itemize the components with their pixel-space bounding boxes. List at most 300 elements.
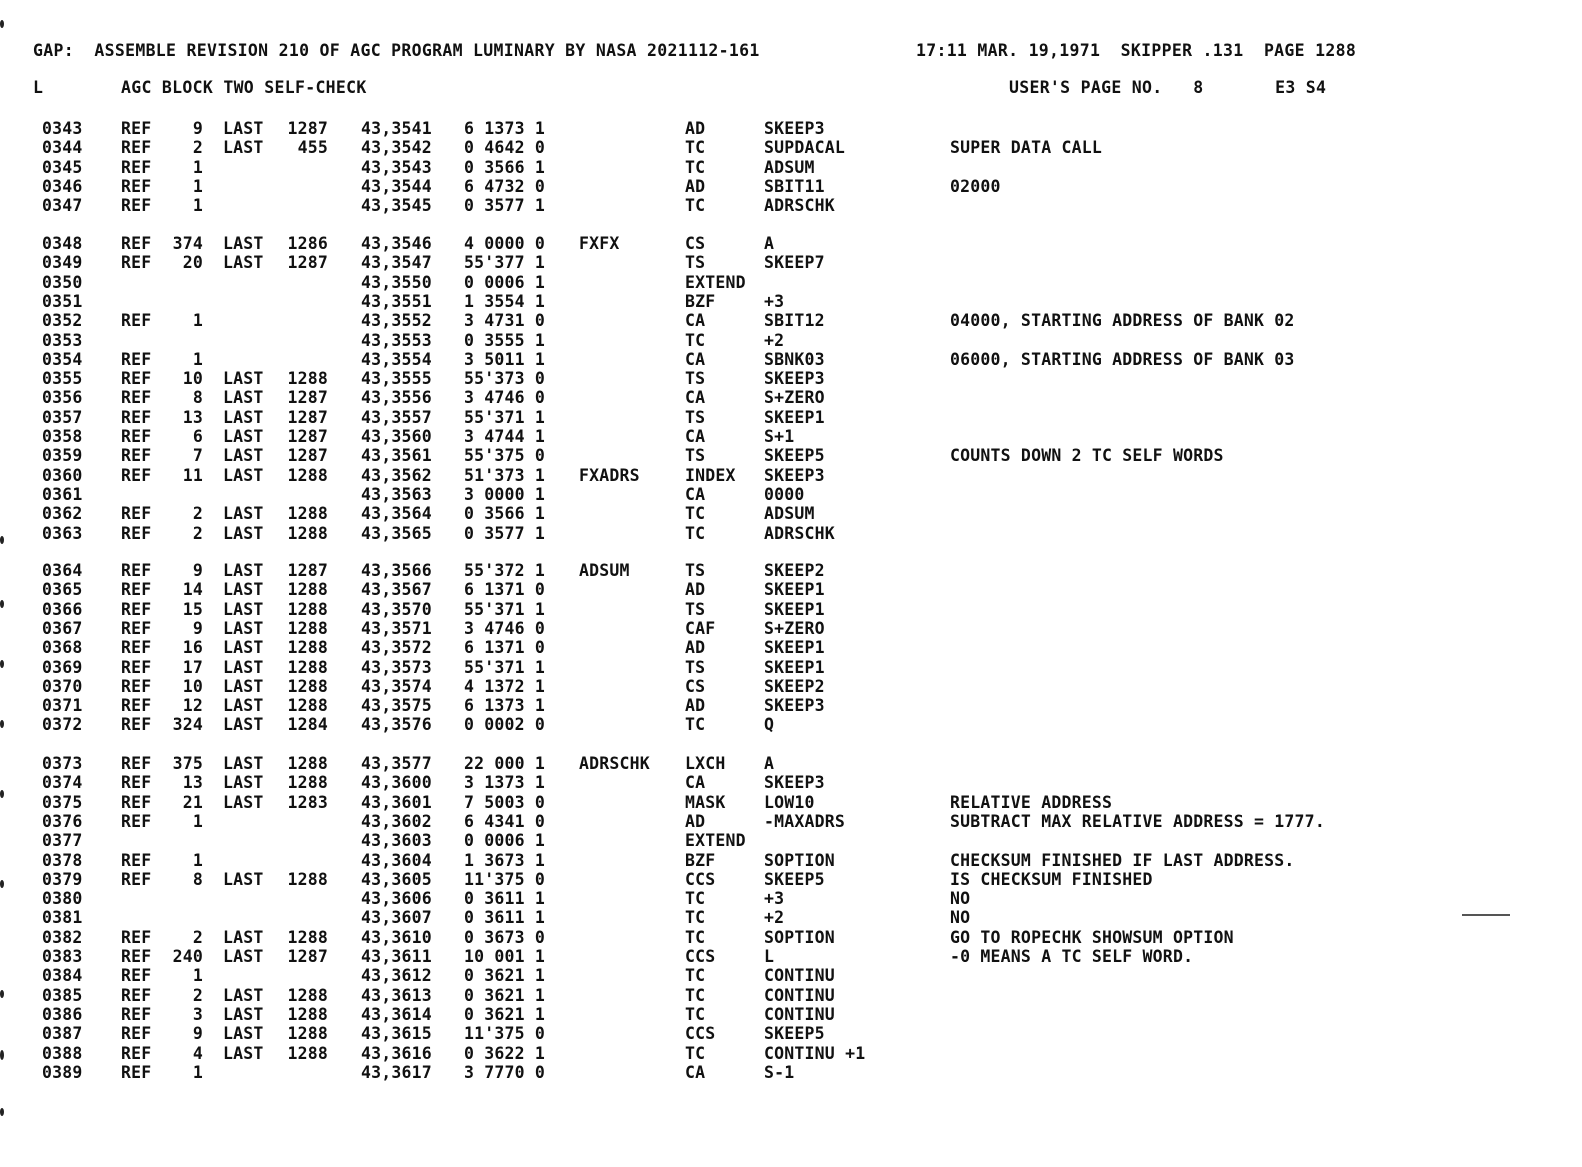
cell-op: TC	[685, 986, 706, 1005]
cell-addr: 43,3555	[361, 369, 432, 388]
cell-lastn: 1287	[287, 253, 328, 272]
cell-addr: 43,3610	[361, 928, 432, 947]
cell-operand: SOPTION	[764, 851, 835, 870]
cell-code: 55'375 0	[464, 446, 546, 465]
cell-operand: +2	[764, 908, 785, 927]
cell-comment: RELATIVE ADDRESS	[950, 793, 1113, 812]
cell-addr: 43,3567	[361, 580, 432, 599]
cell-op: TC	[685, 196, 706, 215]
cell-ref: REF	[121, 986, 152, 1005]
cell-code: 0 0002 0	[464, 715, 546, 734]
cell-op: TC	[685, 1044, 706, 1063]
cell-addr: 43,3573	[361, 658, 432, 677]
listing-row	[0, 619, 1582, 639]
cell-last: LAST	[223, 119, 264, 138]
cell-last: LAST	[223, 600, 264, 619]
cell-line: 0366	[42, 600, 83, 619]
cell-ref: REF	[121, 696, 152, 715]
cell-ref: REF	[121, 658, 152, 677]
cell-lastn: 1287	[287, 947, 328, 966]
cell-op: MASK	[685, 793, 726, 812]
cell-ref: REF	[121, 754, 152, 773]
cell-refn: 9	[192, 619, 203, 638]
cell-refn: 8	[192, 388, 203, 407]
listing-row	[0, 466, 1582, 486]
listing-row	[0, 408, 1582, 428]
cell-refn: 14	[182, 580, 203, 599]
cell-operand: ADRSCHK	[764, 524, 835, 543]
cell-code: 0 3566 1	[464, 158, 546, 177]
cell-ref: REF	[121, 600, 152, 619]
cell-code: 0 3622 1	[464, 1044, 546, 1063]
cell-ref: REF	[121, 234, 152, 253]
listing-row	[0, 851, 1582, 871]
cell-ref: REF	[121, 638, 152, 657]
cell-addr: 43,3613	[361, 986, 432, 1005]
cell-line: 0352	[42, 311, 83, 330]
listing-row	[0, 986, 1582, 1006]
cell-addr: 43,3562	[361, 466, 432, 485]
cell-addr: 43,3617	[361, 1063, 432, 1082]
cell-line: 0377	[42, 831, 83, 850]
cell-last: LAST	[223, 986, 264, 1005]
cell-code: 51'373 1	[464, 466, 546, 485]
listing-row	[0, 1063, 1582, 1083]
cell-refn: 16	[182, 638, 203, 657]
header-title: GAP: ASSEMBLE REVISION 210 OF AGC PROGRAM LUMINARY BY NASA 2021112-161	[33, 41, 760, 60]
cell-ref: REF	[121, 966, 152, 985]
cell-ref: REF	[121, 851, 152, 870]
cell-ref: REF	[121, 1005, 152, 1024]
cell-ref: REF	[121, 466, 152, 485]
cell-comment: 02000	[950, 177, 1001, 196]
cell-comment: GO TO ROPECHK SHOWSUM OPTION	[950, 928, 1234, 947]
cell-op: CCS	[685, 870, 716, 889]
cell-last: LAST	[223, 870, 264, 889]
cell-lastn: 1287	[287, 561, 328, 580]
scan-dash	[1462, 914, 1510, 916]
cell-last: LAST	[223, 388, 264, 407]
cell-op: EXTEND	[685, 831, 746, 850]
cell-last: LAST	[223, 504, 264, 523]
cell-line: 0345	[42, 158, 83, 177]
cell-addr: 43,3577	[361, 754, 432, 773]
cell-refn: 2	[192, 138, 203, 157]
cell-line: 0380	[42, 889, 83, 908]
cell-operand: CONTINU	[764, 1005, 835, 1024]
cell-code: 6 1371 0	[464, 638, 546, 657]
cell-lastn: 455	[297, 138, 328, 157]
cell-code: 1 3673 1	[464, 851, 546, 870]
cell-operand: SUPDACAL	[764, 138, 846, 157]
listing-row	[0, 715, 1582, 735]
cell-ref: REF	[121, 1044, 152, 1063]
cell-op: CAF	[685, 619, 716, 638]
cell-line: 0370	[42, 677, 83, 696]
cell-code: 6 1373 1	[464, 696, 546, 715]
cell-last: LAST	[223, 677, 264, 696]
cell-op: TC	[685, 331, 706, 350]
cell-lastn: 1287	[287, 388, 328, 407]
cell-last: LAST	[223, 658, 264, 677]
cell-lastn: 1288	[287, 754, 328, 773]
cell-operand: SKEEP1	[764, 408, 825, 427]
cell-line: 0389	[42, 1063, 83, 1082]
cell-refn: 15	[182, 600, 203, 619]
cell-operand: -MAXADRS	[764, 812, 846, 831]
binder-mark	[0, 660, 4, 668]
cell-code: 0 3566 1	[464, 504, 546, 523]
cell-code: 4 0000 0	[464, 234, 546, 253]
cell-op: CA	[685, 485, 706, 504]
cell-operand: A	[764, 234, 775, 253]
cell-op: LXCH	[685, 754, 726, 773]
cell-addr: 43,3544	[361, 177, 432, 196]
cell-last: LAST	[223, 524, 264, 543]
cell-code: 55'373 0	[464, 369, 546, 388]
cell-last: LAST	[223, 369, 264, 388]
cell-ref: REF	[121, 793, 152, 812]
cell-addr: 43,3616	[361, 1044, 432, 1063]
cell-code: 6 1373 1	[464, 119, 546, 138]
cell-operand: L	[764, 947, 775, 966]
listing-row	[0, 773, 1582, 793]
cell-line: 0364	[42, 561, 83, 580]
cell-operand: ADSUM	[764, 158, 815, 177]
cell-line: 0359	[42, 446, 83, 465]
listing-row	[0, 369, 1582, 389]
cell-refn: 4	[192, 1044, 203, 1063]
cell-operand: SKEEP3	[764, 773, 825, 792]
cell-op: AD	[685, 119, 706, 138]
cell-operand: 0000	[764, 485, 805, 504]
cell-line: 0379	[42, 870, 83, 889]
cell-operand: CONTINU +1	[764, 1044, 866, 1063]
listing-row	[0, 947, 1582, 967]
cell-refn: 1	[192, 158, 203, 177]
cell-line: 0383	[42, 947, 83, 966]
cell-op: CS	[685, 234, 706, 253]
cell-operand: SOPTION	[764, 928, 835, 947]
cell-line: 0375	[42, 793, 83, 812]
cell-operand: +2	[764, 331, 785, 350]
cell-addr: 43,3614	[361, 1005, 432, 1024]
cell-op: TS	[685, 253, 706, 272]
cell-code: 3 1373 1	[464, 773, 546, 792]
cell-code: 0 3611 1	[464, 908, 546, 927]
cell-op: TC	[685, 524, 706, 543]
cell-last: LAST	[223, 619, 264, 638]
cell-line: 0382	[42, 928, 83, 947]
cell-lastn: 1288	[287, 619, 328, 638]
cell-operand: SKEEP2	[764, 677, 825, 696]
cell-operand: SKEEP3	[764, 119, 825, 138]
listing-row	[0, 1044, 1582, 1064]
cell-ref: REF	[121, 177, 152, 196]
cell-line: 0350	[42, 273, 83, 292]
cell-code: 55'377 1	[464, 253, 546, 272]
cell-operand: LOW10	[764, 793, 815, 812]
cell-last: LAST	[223, 561, 264, 580]
cell-lastn: 1288	[287, 638, 328, 657]
cell-addr: 43,3571	[361, 619, 432, 638]
cell-ref: REF	[121, 1063, 152, 1082]
cell-line: 0386	[42, 1005, 83, 1024]
cell-ref: REF	[121, 773, 152, 792]
listing-row	[0, 234, 1582, 254]
cell-last: LAST	[223, 580, 264, 599]
cell-ref: REF	[121, 369, 152, 388]
binder-mark	[0, 790, 4, 798]
cell-refn: 1	[192, 1063, 203, 1082]
cell-refn: 8	[192, 870, 203, 889]
cell-operand: SKEEP7	[764, 253, 825, 272]
cell-op: CA	[685, 350, 706, 369]
cell-addr: 43,3556	[361, 388, 432, 407]
cell-addr: 43,3602	[361, 812, 432, 831]
cell-op: AD	[685, 580, 706, 599]
cell-operand: SKEEP1	[764, 638, 825, 657]
cell-refn: 2	[192, 928, 203, 947]
cell-refn: 6	[192, 427, 203, 446]
cell-addr: 43,3566	[361, 561, 432, 580]
cell-label: FXADRS	[579, 466, 640, 485]
cell-addr: 43,3551	[361, 292, 432, 311]
cell-code: 3 4731 0	[464, 311, 546, 330]
cell-line: 0356	[42, 388, 83, 407]
cell-line: 0348	[42, 234, 83, 253]
cell-last: LAST	[223, 1044, 264, 1063]
cell-code: 10 001 1	[464, 947, 546, 966]
binder-mark	[0, 1050, 4, 1060]
cell-ref: REF	[121, 947, 152, 966]
cell-last: LAST	[223, 754, 264, 773]
cell-line: 0363	[42, 524, 83, 543]
cell-last: LAST	[223, 1005, 264, 1024]
cell-op: AD	[685, 638, 706, 657]
cell-line: 0372	[42, 715, 83, 734]
listing-row	[0, 177, 1582, 197]
cell-code: 3 4744 1	[464, 427, 546, 446]
cell-code: 0 3577 1	[464, 196, 546, 215]
cell-refn: 374	[172, 234, 203, 253]
cell-operand: A	[764, 754, 775, 773]
cell-line: 0365	[42, 580, 83, 599]
cell-lastn: 1283	[287, 793, 328, 812]
cell-comment: 06000, STARTING ADDRESS OF BANK 03	[950, 350, 1295, 369]
cell-lastn: 1288	[287, 1044, 328, 1063]
cell-ref: REF	[121, 350, 152, 369]
cell-addr: 43,3560	[361, 427, 432, 446]
listing-row	[0, 504, 1582, 524]
listing-row	[0, 677, 1582, 697]
cell-line: 0344	[42, 138, 83, 157]
cell-line: 0371	[42, 696, 83, 715]
binder-mark	[0, 20, 4, 28]
cell-line: 0358	[42, 427, 83, 446]
cell-refn: 11	[182, 466, 203, 485]
cell-ref: REF	[121, 196, 152, 215]
cell-addr: 43,3615	[361, 1024, 432, 1043]
listing-row	[0, 138, 1582, 158]
listing-row	[0, 311, 1582, 331]
binder-mark	[0, 1108, 4, 1116]
cell-lastn: 1288	[287, 928, 328, 947]
cell-last: LAST	[223, 408, 264, 427]
cell-op: TS	[685, 446, 706, 465]
listing-row	[0, 580, 1582, 600]
cell-code: 55'371 1	[464, 658, 546, 677]
cell-addr: 43,3601	[361, 793, 432, 812]
cell-ref: REF	[121, 561, 152, 580]
cell-op: CA	[685, 773, 706, 792]
cell-refn: 375	[172, 754, 203, 773]
header-user-page: USER'S PAGE NO. 8 E3 S4	[1009, 78, 1327, 97]
listing-row	[0, 908, 1582, 928]
cell-refn: 2	[192, 524, 203, 543]
cell-code: 55'371 1	[464, 408, 546, 427]
cell-comment: COUNTS DOWN 2 TC SELF WORDS	[950, 446, 1224, 465]
cell-addr: 43,3572	[361, 638, 432, 657]
cell-ref: REF	[121, 408, 152, 427]
listing-row	[0, 793, 1582, 813]
cell-line: 0347	[42, 196, 83, 215]
cell-ref: REF	[121, 119, 152, 138]
cell-line: 0381	[42, 908, 83, 927]
cell-code: 3 0000 1	[464, 485, 546, 504]
cell-code: 0 3577 1	[464, 524, 546, 543]
cell-op: TC	[685, 1005, 706, 1024]
cell-refn: 1	[192, 311, 203, 330]
cell-addr: 43,3564	[361, 504, 432, 523]
cell-ref: REF	[121, 253, 152, 272]
cell-line: 0360	[42, 466, 83, 485]
cell-op: TC	[685, 138, 706, 157]
listing-row	[0, 812, 1582, 832]
cell-refn: 1	[192, 350, 203, 369]
cell-addr: 43,3547	[361, 253, 432, 272]
cell-code: 6 1371 0	[464, 580, 546, 599]
cell-last: LAST	[223, 138, 264, 157]
cell-refn: 13	[182, 773, 203, 792]
cell-op: TS	[685, 561, 706, 580]
cell-operand: CONTINU	[764, 966, 835, 985]
cell-line: 0349	[42, 253, 83, 272]
cell-addr: 43,3541	[361, 119, 432, 138]
cell-operand: SKEEP5	[764, 1024, 825, 1043]
cell-addr: 43,3612	[361, 966, 432, 985]
cell-code: 3 4746 0	[464, 619, 546, 638]
binder-mark	[0, 720, 4, 728]
listing-row	[0, 561, 1582, 581]
cell-line: 0353	[42, 331, 83, 350]
cell-line: 0376	[42, 812, 83, 831]
listing-row	[0, 119, 1582, 139]
cell-addr: 43,3542	[361, 138, 432, 157]
cell-refn: 20	[182, 253, 203, 272]
listing-row	[0, 600, 1582, 620]
cell-op: CA	[685, 1063, 706, 1082]
listing-row	[0, 831, 1582, 851]
cell-last: LAST	[223, 234, 264, 253]
cell-code: 0 3621 1	[464, 986, 546, 1005]
cell-addr: 43,3545	[361, 196, 432, 215]
listing-row	[0, 196, 1582, 216]
cell-lastn: 1288	[287, 1024, 328, 1043]
cell-last: LAST	[223, 773, 264, 792]
cell-ref: REF	[121, 311, 152, 330]
listing-row	[0, 350, 1582, 370]
cell-refn: 7	[192, 446, 203, 465]
listing-row	[0, 1024, 1582, 1044]
cell-op: TC	[685, 966, 706, 985]
cell-line: 0351	[42, 292, 83, 311]
listing-row	[0, 1005, 1582, 1025]
cell-line: 0343	[42, 119, 83, 138]
cell-addr: 43,3604	[361, 851, 432, 870]
cell-ref: REF	[121, 388, 152, 407]
cell-last: LAST	[223, 715, 264, 734]
cell-line: 0367	[42, 619, 83, 638]
cell-refn: 2	[192, 504, 203, 523]
listing-row	[0, 524, 1582, 544]
cell-refn: 9	[192, 1024, 203, 1043]
cell-op: CCS	[685, 947, 716, 966]
cell-addr: 43,3575	[361, 696, 432, 715]
listing-row	[0, 446, 1582, 466]
cell-operand: ADSUM	[764, 504, 815, 523]
cell-addr: 43,3605	[361, 870, 432, 889]
cell-op: CS	[685, 677, 706, 696]
cell-addr: 43,3565	[361, 524, 432, 543]
cell-comment: SUBTRACT MAX RELATIVE ADDRESS = 1777.	[950, 812, 1325, 831]
cell-lastn: 1288	[287, 580, 328, 599]
cell-ref: REF	[121, 677, 152, 696]
cell-last: LAST	[223, 446, 264, 465]
cell-refn: 1	[192, 177, 203, 196]
cell-operand: ADRSCHK	[764, 196, 835, 215]
cell-lastn: 1288	[287, 658, 328, 677]
cell-ref: REF	[121, 446, 152, 465]
cell-ref: REF	[121, 524, 152, 543]
cell-op: TS	[685, 408, 706, 427]
cell-op: TC	[685, 158, 706, 177]
cell-last: LAST	[223, 427, 264, 446]
cell-line: 0361	[42, 485, 83, 504]
cell-op: CCS	[685, 1024, 716, 1043]
cell-addr: 43,3603	[361, 831, 432, 850]
cell-code: 11'375 0	[464, 1024, 546, 1043]
cell-line: 0385	[42, 986, 83, 1005]
listing-row	[0, 966, 1582, 986]
listing-row	[0, 870, 1582, 890]
listing-row	[0, 696, 1582, 716]
cell-addr: 43,3552	[361, 311, 432, 330]
cell-comment: 04000, STARTING ADDRESS OF BANK 02	[950, 311, 1295, 330]
cell-code: 0 0006 1	[464, 273, 546, 292]
cell-addr: 43,3561	[361, 446, 432, 465]
cell-line: 0346	[42, 177, 83, 196]
cell-code: 11'375 0	[464, 870, 546, 889]
cell-ref: REF	[121, 812, 152, 831]
cell-operand: SBIT12	[764, 311, 825, 330]
cell-lastn: 1284	[287, 715, 328, 734]
cell-last: LAST	[223, 1024, 264, 1043]
cell-lastn: 1288	[287, 696, 328, 715]
cell-op: TS	[685, 369, 706, 388]
listing-row	[0, 638, 1582, 658]
cell-operand: SKEEP2	[764, 561, 825, 580]
